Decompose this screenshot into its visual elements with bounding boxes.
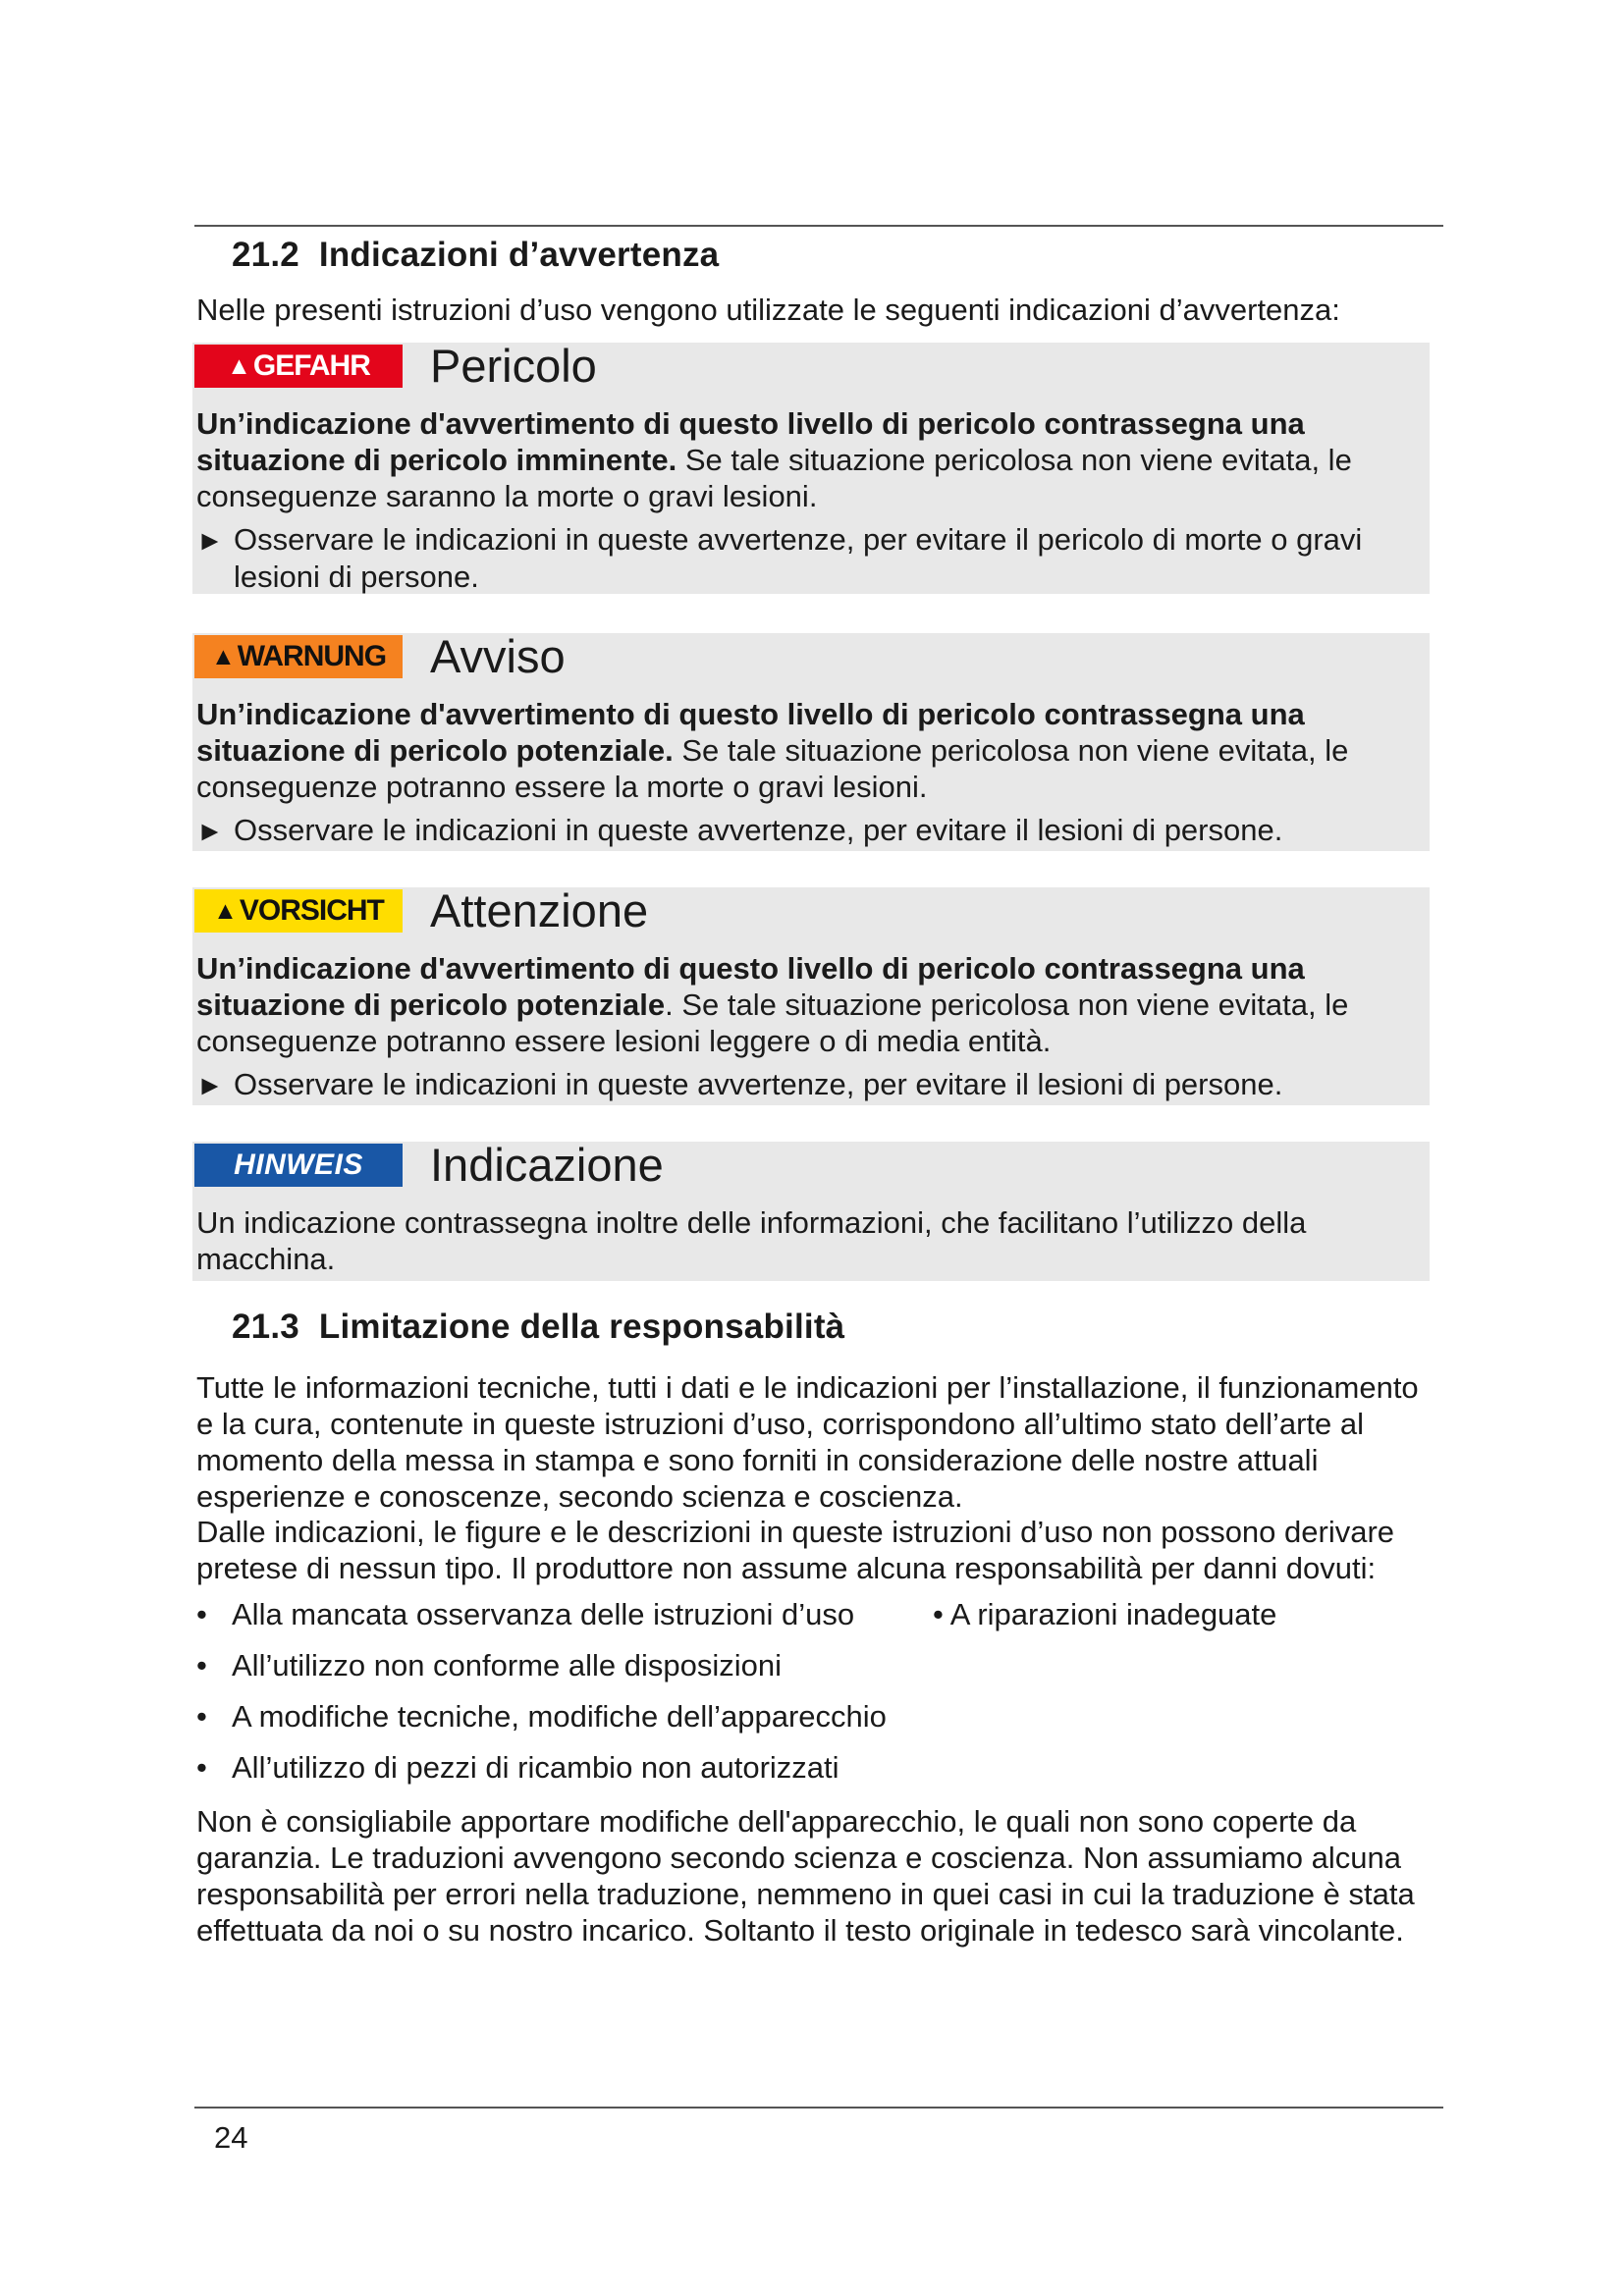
liability-paragraph-3: Non è consigliabile apportare modifiche dell'apparecchio, le quali non sono coperte da garanzia. Le traduzioni avvengono secondo scienza e coscienza. Non assumiamo alcuna responsabilità per errori nella traduzione, nemmeno in quei casi in cui la traduzione è stata effettuata da noi o su nostro incarico. Soltanto il testo originale in tedesco sarà vincolante. xyxy=(196,1804,1415,1948)
bullet-icon: • xyxy=(933,1597,950,1631)
page-number: 24 xyxy=(214,2120,248,2155)
arrow-right-icon: ► xyxy=(196,525,224,556)
notice-title: Indicazione xyxy=(430,1139,664,1191)
list-item-side xyxy=(933,1596,1276,1632)
section-heading-liability xyxy=(232,1308,844,1347)
warning-text: Se tale situazione pericolosa non viene evitata, le conseguenze saranno la morte o gravi lesioni. xyxy=(196,443,1352,513)
warning-body xyxy=(196,696,1414,849)
liability-paragraph-1: Tutte le informazioni tecniche, tutti i dati e le indicazioni per l’installazione, il funzionamento e la cura, contenute in queste istruzioni d’uso, corrispondono all’ultimo stato dell’arte al momento della messa in stampa e sono forniti in considerazione delle nostre attuali esperienze e conoscenze, secondo scienza e coscienza. xyxy=(196,1370,1419,1514)
warning-title: Pericolo xyxy=(430,340,597,392)
action-text: Osservare le indicazioni in queste avvertenze, per evitare il lesioni di persone. xyxy=(234,813,1283,847)
bullet-icon: • xyxy=(196,1648,207,1682)
list-item xyxy=(196,1698,887,1749)
action-text: Osservare le indicazioni in queste avvertenze, per evitare il pericolo di morte o gravi lesioni di persone. xyxy=(234,522,1363,594)
intro-text: Nelle presenti istruzioni d’uso vengono utilizzate le seguenti indicazioni d’avvertenza: xyxy=(196,293,1340,327)
danger-badge xyxy=(194,345,403,388)
section-number: 21.2 xyxy=(232,236,299,274)
warning-triangle-icon: ▲ xyxy=(213,896,237,925)
list-item-text: All’utilizzo di pezzi di ricambio non autorizzati xyxy=(232,1750,839,1785)
warning-description xyxy=(196,405,1414,514)
badge-label: VORSICHT xyxy=(239,894,384,927)
section-title: Indicazioni d’avvertenza xyxy=(318,236,720,274)
notice-box xyxy=(192,1139,1430,1281)
bullet-icon: • xyxy=(196,1699,207,1734)
warning-bold-text: Un’indicazione d'avvertimento di questo livello di pericolo contrassegna una situazione di pericolo potenziale. xyxy=(196,697,1305,768)
warning-body xyxy=(196,950,1414,1103)
notice-badge xyxy=(194,1144,403,1187)
notice-body xyxy=(196,1204,1414,1277)
list-item xyxy=(196,1596,887,1647)
action-text: Osservare le indicazioni in queste avvertenze, per evitare il lesioni di persone. xyxy=(234,1067,1283,1101)
section-title: Limitazione della responsabilità xyxy=(318,1308,845,1346)
warning-box-danger xyxy=(192,340,1430,594)
badge-label: WARNUNG xyxy=(237,640,387,672)
warning-text: . Se tale situazione pericolosa non viene evitata, le conseguenze potranno essere lesioni leggere o di media entità. xyxy=(196,988,1349,1058)
liability-paragraph-2: Dalle indicazioni, le figure e le descrizioni in queste istruzioni d’uso non possono derivare pretese di nessun tipo. Il produttore non assume alcuna responsabilità per danni dovuti: xyxy=(196,1515,1395,1585)
caution-badge xyxy=(194,889,403,933)
bullet-icon: • xyxy=(196,1750,207,1785)
header-rule xyxy=(194,225,1443,227)
warning-bold-text: Un’indicazione d'avvertimento di questo livello di pericolo contrassegna una situazione di pericolo imminente. xyxy=(196,406,1305,477)
list-item-text: A modifiche tecniche, modifiche dell’apparecchio xyxy=(232,1699,887,1734)
list-item xyxy=(196,1647,887,1698)
list-item xyxy=(196,1749,887,1800)
warning-badge xyxy=(194,635,403,678)
section-number: 21.3 xyxy=(232,1308,299,1346)
list-item-text: A riparazioni inadeguate xyxy=(949,1597,1277,1631)
warning-triangle-icon: ▲ xyxy=(227,351,250,380)
badge-label: HINWEIS xyxy=(234,1148,363,1181)
warning-title: Attenzione xyxy=(430,884,649,936)
list-item-text: All’utilizzo non conforme alle disposizioni xyxy=(232,1648,782,1682)
warning-action xyxy=(196,812,1414,849)
warning-body xyxy=(196,405,1414,595)
footer-rule xyxy=(194,2107,1443,2109)
arrow-right-icon: ► xyxy=(196,1070,224,1100)
liability-bullet-list xyxy=(196,1596,887,1800)
notice-text: Un indicazione contrassegna inoltre delle informazioni, che facilitano l’utilizzo della macchina. xyxy=(196,1205,1307,1276)
warning-box-warning xyxy=(192,630,1430,851)
warning-action xyxy=(196,1066,1414,1103)
badge-label: GEFAHR xyxy=(252,349,370,382)
warning-text: Se tale situazione pericolosa non viene evitata, le conseguenze potranno essere la morte o gravi lesioni. xyxy=(196,733,1349,804)
list-item-text: Alla mancata osservanza delle istruzioni d’uso xyxy=(232,1597,855,1631)
warning-description xyxy=(196,696,1414,805)
warning-description xyxy=(196,950,1414,1059)
arrow-right-icon: ► xyxy=(196,816,224,846)
bullet-icon: • xyxy=(196,1597,207,1631)
warning-triangle-icon: ▲ xyxy=(210,642,235,670)
warning-title: Avviso xyxy=(430,630,566,682)
warning-action xyxy=(196,521,1414,595)
warning-box-caution xyxy=(192,884,1430,1105)
warning-bold-text: Un’indicazione d'avvertimento di questo livello di pericolo contrassegna una situazione di pericolo potenziale xyxy=(196,951,1305,1022)
section-heading-warnings xyxy=(232,236,719,275)
